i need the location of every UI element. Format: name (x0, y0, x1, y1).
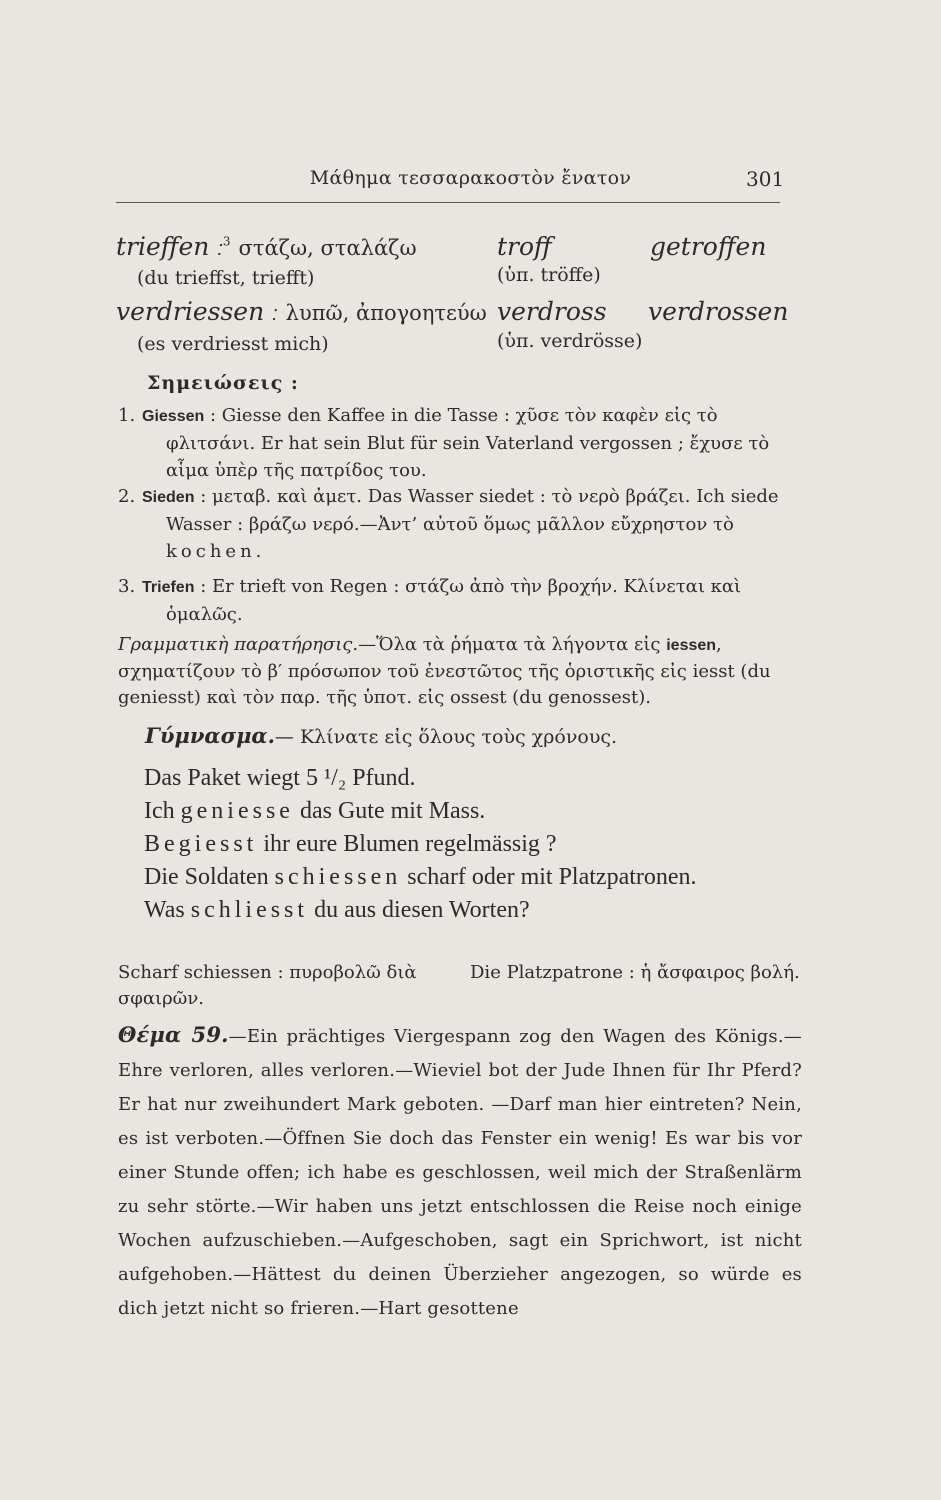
note-3 (118, 573, 798, 628)
sentence-text: Die Soldaten (144, 864, 275, 890)
verb-greek: λυπῶ, ἀπογοητεύω (285, 301, 487, 325)
sentence-text: scharf oder mit Platzpatronen. (401, 864, 697, 890)
verb-row-1 (116, 232, 417, 261)
exercise-label: Γύμνασμα. (145, 723, 275, 748)
verb-infinitive: trieffen (116, 232, 210, 261)
note-spaced-word: kochen (166, 541, 256, 562)
verb-infinitive: verdriessen (116, 297, 265, 326)
verb-marker: : (217, 238, 223, 260)
note-keyword: Sieden (142, 489, 195, 506)
verb-note: (du trieffst, triefft) (137, 267, 315, 289)
note-text: : Er trieft von Regen : στάζω ἀπὸ τὴν βροχήν. Κλίνεται καὶ ὁμαλῶς. (166, 576, 742, 625)
theme-label: Θέμα 59. (118, 1022, 229, 1047)
running-head: Μάθημα τεσσαρακοστὸν ἔνατον (309, 167, 632, 189)
sentence-text: das Gute mit Mass. (293, 798, 486, 824)
sentence (118, 795, 798, 828)
sentence-text: Was (144, 897, 191, 923)
sentence (118, 861, 798, 894)
verb-greek: στάζω, σταλάζω (238, 236, 417, 260)
grammar-note-label: Γραμματικὴ παρατήρησις. (118, 634, 359, 655)
sentence-list (118, 762, 798, 927)
sentence-spaced-verb: Begiesst (144, 831, 258, 857)
verb-row-2 (116, 297, 487, 326)
note-text: : μεταβ. καὶ ἀμετ. Das Wasser siedet : τὸ νερὸ βράζει. Ich siede Wasser : βράζω νερό.—Ἀντ’ αὐτοῦ ὅμως μᾶλλον εὔχρηστον τὸ (166, 486, 779, 535)
grammar-note-text-after: , σχηματίζουν τὸ β′ πρόσωπον τοῦ ἐνεστῶτος τῆς ὁριστικῆς εἰς iesst (du geniesst) καὶ τὸν παρ. τῆς ὑποτ. εἰς ossest (du genossest). (118, 634, 771, 708)
verb-past: verdross (497, 297, 607, 326)
note-number: 1. (118, 405, 136, 426)
verb-past: troff (497, 232, 552, 261)
note-end: . (255, 541, 262, 562)
page-number: 301 (746, 167, 785, 191)
verb-subjunctive: (ὑπ. verdrösse) (497, 330, 643, 352)
glossary-right: Die Platzpatrone : ἡ ἄσφαιρος βολή. (470, 962, 800, 983)
notes-heading: Σημειώσεις : (147, 372, 299, 394)
sentence-text: ihr eure Blumen regelmässig ? (257, 831, 557, 857)
verb-participle: verdrossen (648, 297, 789, 326)
verb-subjunctive: (ὑπ. tröffe) (497, 264, 601, 286)
glossary-left: Scharf schiessen : πυροβολῶ διὰ σφαιρῶν. (118, 962, 417, 1009)
grammar-note-keyword: iessen (666, 637, 717, 654)
sentence-text: ¹/₂ Pfund. (323, 765, 416, 791)
exercise (145, 723, 617, 748)
header-rule (116, 202, 780, 203)
verb-marker: : (272, 303, 278, 325)
exercise-instruction: — Κλίνατε εἰς ὅλους τοὺς χρόνους. (274, 726, 618, 748)
sentence-text: Das Paket wiegt 5 (144, 765, 324, 791)
sentence-spaced-verb: schiessen (274, 864, 402, 890)
sentence-text: Ich (144, 798, 181, 824)
sentence-text: du aus diesen Worten? (308, 897, 530, 923)
sentence-spaced-verb: geniesse (180, 798, 294, 824)
verb-superscript: 3 (222, 234, 231, 249)
grammar-note-text-before: —Ὅλα τὰ ῥήματα τὰ λήγοντα εἰς (358, 634, 661, 655)
theme-paragraph (118, 1018, 802, 1326)
verb-note: (es verdriesst mich) (137, 333, 329, 355)
note-number: 3. (118, 576, 136, 597)
note-number: 2. (118, 486, 136, 507)
note-keyword: Giessen (142, 408, 205, 425)
grammar-note (118, 632, 788, 711)
theme-text: —Ein prächtiges Viergespann zog den Wagen des Königs.—Ehre verloren, alles verloren.—Wieviel bot der Jude Ihnen für Ihr Pferd? Er hat nur zweihundert Mark geboten. —Darf man hier eintreten? Nein, es ist verboten.—Öffnen Sie doch das Fenster ein wenig! Es war bis vor einer Stunde offen; ich habe es geschlossen, weil mich der Straßenlärm zu sehr störte.—Wir haben uns jetzt entschlossen die Reise noch einige Wochen aufzuschieben.—Aufgeschoben, sagt ein Sprichwort, ist nicht aufgehoben.—Hättest du deinen Überzieher angezogen, so würde es dich jetzt nicht so frieren.—Hart gesottene (118, 1026, 802, 1319)
sentence (118, 894, 798, 927)
sentence (118, 828, 798, 861)
sentence (118, 762, 798, 795)
verb-participle: getroffen (650, 232, 767, 261)
note-2 (118, 483, 798, 565)
note-keyword: Triefen (142, 579, 195, 596)
note-text: : Giesse den Kaffee in die Tasse : χῦσε τὸν καφὲν εἰς τὸ φλιτσάνι. Er hat sein Blut für sein Vaterland vergossen ; ἔχυσε τὸ αἷμα ὑπὲρ τῆς πατρίδος του. (166, 405, 770, 481)
note-1 (118, 402, 798, 484)
sentence-spaced-verb: schliesst (190, 897, 309, 923)
